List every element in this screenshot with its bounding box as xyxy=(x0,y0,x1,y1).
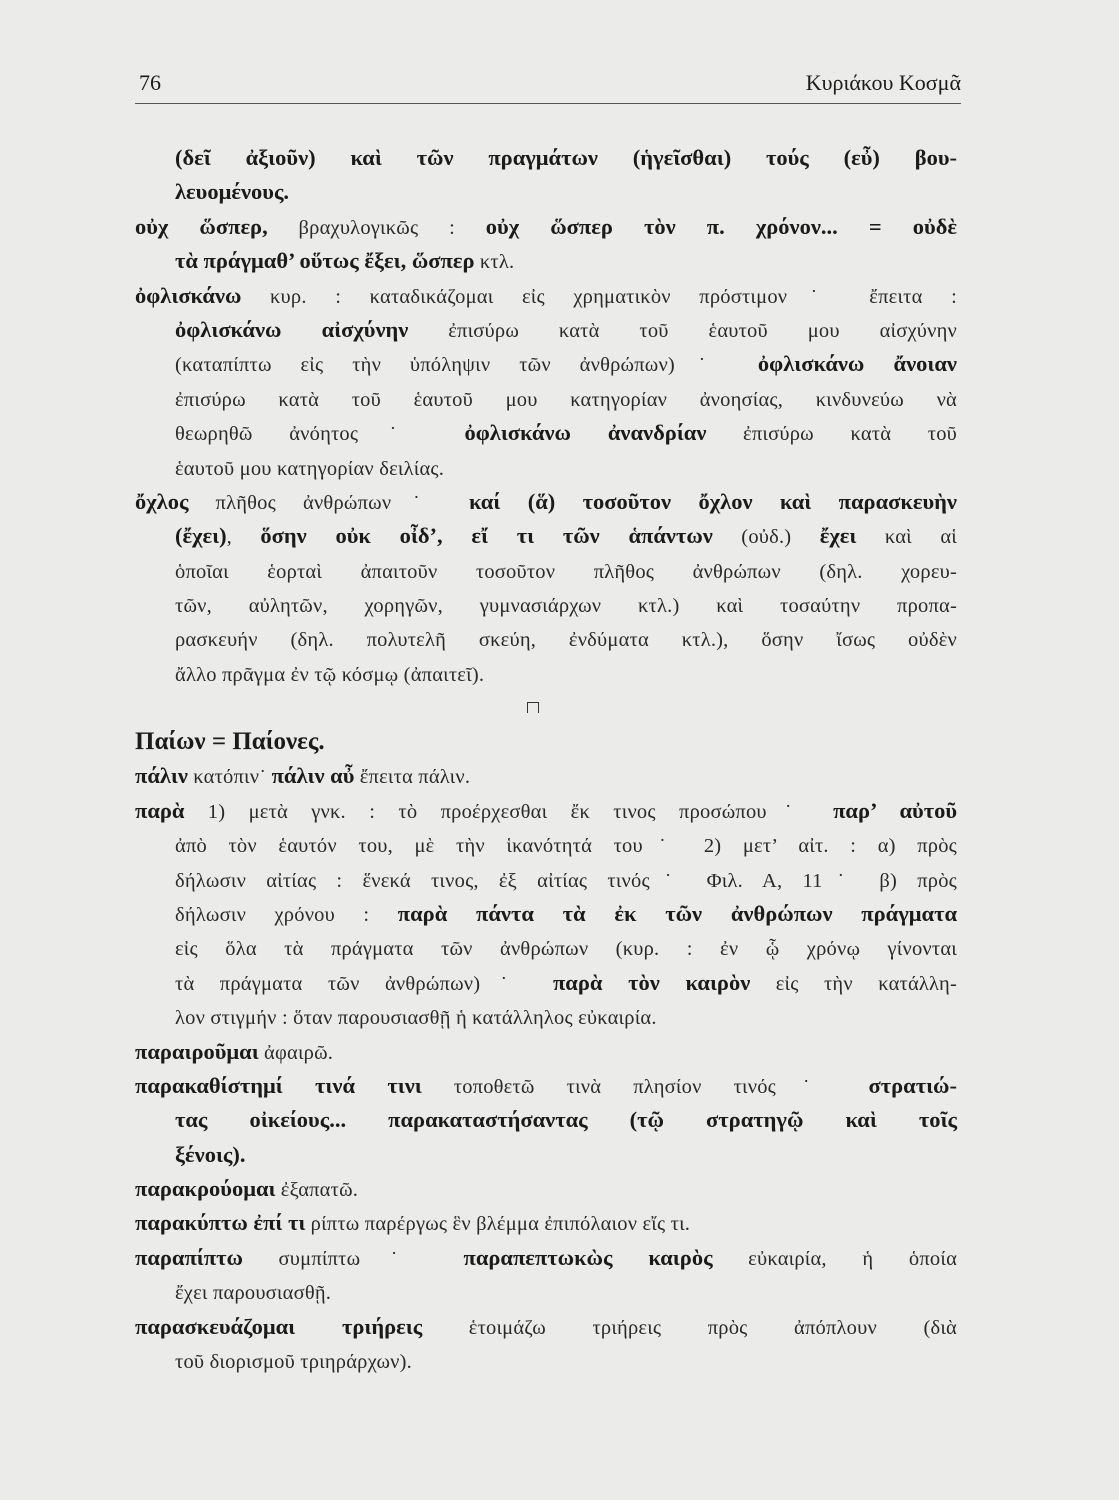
definition-text: δήλωσιν χρόνου : xyxy=(175,903,398,926)
entry-continuation-line xyxy=(135,1000,957,1034)
header-rule xyxy=(135,103,961,104)
headword-text: καί (ἅ) τοσοῦτον ὄχλον καὶ παρασκευὴν xyxy=(468,488,957,514)
headword-text: λευομένους. xyxy=(175,179,290,205)
headword-text: ὀφλισκάνω xyxy=(135,282,242,308)
definition-text: ἔχει παρουσιασθῇ. xyxy=(175,1282,332,1305)
headword-text: οὐχ ὥσπερ τὸν π. χρόνον... = οὐδὲ xyxy=(485,213,957,239)
headword-text: παρὰ τὸν καιρὸν xyxy=(552,969,751,995)
definition-text: (καταπίπτω εἰς τὴν ὑπόληψιν τῶν ἀνθρώπων)˙ xyxy=(175,354,758,377)
headword-text: παραιροῦμαι xyxy=(135,1038,259,1064)
entry-continuation-line xyxy=(135,863,957,897)
headword-text: παρὰ πάντα τὰ ἐκ τῶν ἀνθρώπων πράγματα xyxy=(397,900,957,926)
entry-continuation-line xyxy=(135,519,957,553)
entry-continuation-line xyxy=(135,416,957,450)
headword-text: πάλιν xyxy=(135,763,188,789)
entry-continuation-line xyxy=(135,588,957,622)
entry-line xyxy=(135,1310,957,1344)
headword-text: οὐχ ὥσπερ, xyxy=(135,213,268,239)
definition-text: ἀπὸ τὸν ἑαυτόν του, μὲ τὴν ἱκανότητά του˙ 2) μετ’ αἰτ. : α) πρὸς xyxy=(175,835,957,858)
definition-text: τῶν, αὐλητῶν, χορηγῶν, γυμνασιάρχων κτλ.) καὶ τοσαύτην προπα- xyxy=(175,595,957,618)
entry-continuation-line xyxy=(135,1275,957,1309)
entry-continuation-line xyxy=(135,175,957,209)
definition-text: ἐπισύρω κατὰ τοῦ ἑαυτοῦ μου αἰσχύνην xyxy=(408,319,957,342)
entry-continuation-line xyxy=(135,313,957,347)
entry-continuation-line xyxy=(135,1138,957,1172)
definition-text: τὰ πράγματα τῶν ἀνθρώπων)˙ xyxy=(175,972,553,995)
definition-text: ἑαυτοῦ μου κατηγορίαν δειλίας. xyxy=(175,457,445,480)
definition-text: ἐπισύρω κατὰ τοῦ xyxy=(706,423,958,446)
definition-text: ρίπτω παρέργως ἓν βλέμμα ἐπιπόλαιον εἴς τι. xyxy=(305,1213,691,1236)
headword-text: παραπίπτω xyxy=(135,1244,243,1270)
running-title: Κυριάκου Κοσμᾶ xyxy=(805,70,961,95)
headword-text: πάλιν αὖ xyxy=(271,763,355,789)
definition-text: δήλωσιν αἰτίας : ἕνεκά τινος, ἐξ αἰτίας τινός˙ Φιλ. Α, 11˙ β) πρὸς xyxy=(175,869,957,892)
entry-continuation-line xyxy=(135,657,957,691)
entry-continuation-line xyxy=(135,347,957,381)
definition-text: ἔπειτα πάλιν. xyxy=(354,766,471,789)
definition-text: ἐπισύρω κατὰ τοῦ ἑαυτοῦ μου κατηγορίαν ἀνοησίας, κινδυνεύω νὰ xyxy=(175,388,957,411)
entry-heading: Παίων = Παίονες. xyxy=(135,728,325,755)
entry-continuation-line xyxy=(135,1103,957,1137)
page-number: 76 xyxy=(139,70,161,95)
entry-continuation-line xyxy=(135,966,957,1000)
headword-text: παρὰ xyxy=(135,797,185,823)
entry-line xyxy=(135,794,957,828)
entry-line xyxy=(135,759,957,793)
headword-text: παραπεπτωκὼς καιρὸς xyxy=(463,1244,713,1270)
headword-text: τας οἰκείους... παρακαταστήσαντας (τῷ στρατηγῷ καὶ τοῖς xyxy=(175,1107,957,1133)
headword-text: ἔχει xyxy=(819,523,857,549)
entries-block-omicron xyxy=(135,141,957,691)
definition-text: τοποθετῶ τινὰ πλησίον τινός˙ xyxy=(421,1075,869,1098)
headword-text: παρ’ αὐτοῦ xyxy=(833,797,957,823)
definition-text: 1) μετὰ γνκ. : τὸ προέρχεσθαι ἔκ τινος προσώπου˙ xyxy=(184,800,834,823)
definition-text: (οὐδ.) xyxy=(712,526,820,549)
entry-continuation-line xyxy=(135,931,957,965)
definition-text: εἰς τὴν κατάλλη- xyxy=(750,972,957,995)
definition-text: ρασκευήν (δηλ. πολυτελῆ σκεύη, ἐνδύματα κτλ.), ὅσην ἴσως οὐδὲν xyxy=(175,629,957,652)
entry-continuation-line xyxy=(135,622,957,656)
entry-line xyxy=(135,279,957,313)
headword-text: ὄχλος xyxy=(135,488,189,514)
definition-text: ὁποῖαι ἑορταὶ ἀπαιτοῦν τοσοῦτον πλῆθος ἀνθρώπων (δηλ. χορευ- xyxy=(175,560,957,583)
headword-text: ὀφλισκάνω ἀνανδρίαν xyxy=(464,420,707,446)
entry-continuation-line xyxy=(135,141,957,175)
definition-text: βραχυλογικῶς : xyxy=(267,216,486,239)
headword-text: ὀφλισκάνω αἰσχύνην xyxy=(175,316,409,342)
entry-continuation-line xyxy=(135,1344,957,1378)
definition-text: τοῦ διορισμοῦ τριηράρχων). xyxy=(175,1351,412,1374)
headword-text: παρακαθίστημί τινά τινι xyxy=(135,1072,422,1098)
definition-text: ἄλλο πρᾶγμα ἐν τῷ κόσμῳ (ἀπαιτεῖ). xyxy=(175,663,485,686)
definition-text: πλῆθος ἀνθρώπων˙ xyxy=(188,491,469,514)
definition-text: ἑτοιμάζω τριήρεις πρὸς ἀπόπλουν (διὰ xyxy=(422,1316,957,1339)
definition-text: θεωρηθῶ ἀνόητος˙ xyxy=(175,423,465,446)
entry-continuation-line xyxy=(135,897,957,931)
definition-text: , xyxy=(226,526,261,549)
definition-text: καὶ αἱ xyxy=(856,526,957,549)
headword-text: στρατιώ- xyxy=(868,1072,957,1098)
entry-line xyxy=(135,210,957,244)
entry-continuation-line xyxy=(135,828,957,862)
entry-continuation-line xyxy=(135,554,957,588)
headword-text: παρασκευάζομαι τριήρεις xyxy=(135,1313,423,1339)
entry-line xyxy=(135,1069,957,1103)
entry-continuation-line xyxy=(135,451,957,485)
headword-text: ξένοις). xyxy=(175,1141,246,1167)
entry-line xyxy=(135,1172,957,1206)
definition-text: ἐξαπατῶ. xyxy=(275,1179,359,1202)
section-letter-pi xyxy=(527,702,539,713)
entry-line xyxy=(135,1035,957,1069)
definition-text: συμπίπτω˙ xyxy=(242,1247,464,1270)
definition-text: κυρ. : καταδικάζομαι εἰς χρηματικὸν πρόστιμον˙ ἔπειτα : xyxy=(241,285,957,308)
definition-text: λον στιγμήν : ὅταν παρουσιασθῇ ἡ κατάλληλος εὐκαιρία. xyxy=(175,1007,657,1030)
headword-text: ὀφλισκάνω ἄνοιαν xyxy=(757,351,957,377)
definition-text: εὐκαιρία, ἡ ὁποία xyxy=(712,1247,958,1270)
entry-line xyxy=(135,485,957,519)
definition-text: κατόπιν˙ xyxy=(187,766,272,789)
entry-line xyxy=(135,1241,957,1275)
headword-text: παρακύπτω ἐπί τι xyxy=(135,1210,306,1236)
entries-block-pi xyxy=(135,725,957,1378)
headword-text: τὰ πράγμαθ’ οὕτως ἔξει, ὥσπερ xyxy=(175,248,475,274)
entry-continuation-line xyxy=(135,244,957,278)
headword-text: παρακρούομαι xyxy=(135,1176,276,1202)
headword-text: (δεῖ ἀξιοῦν) καὶ τῶν πραγμάτων (ἡγεῖσθαι) τούς (εὖ) βου- xyxy=(175,145,957,170)
entry-line xyxy=(135,1206,957,1240)
headword-text: (ἔχει) xyxy=(175,523,227,549)
definition-text: ἀφαιρῶ. xyxy=(258,1041,334,1064)
headword-text: ὅσην οὐκ οἶδ’, εἴ τι τῶν ἁπάντων xyxy=(260,523,713,549)
entry-line xyxy=(135,725,957,759)
entry-continuation-line xyxy=(135,382,957,416)
definition-text: εἰς ὅλα τὰ πράγματα τῶν ἀνθρώπων (κυρ. : ἐν ᾧ χρόνῳ γίνονται xyxy=(175,938,957,961)
definition-text: κτλ. xyxy=(474,251,515,274)
